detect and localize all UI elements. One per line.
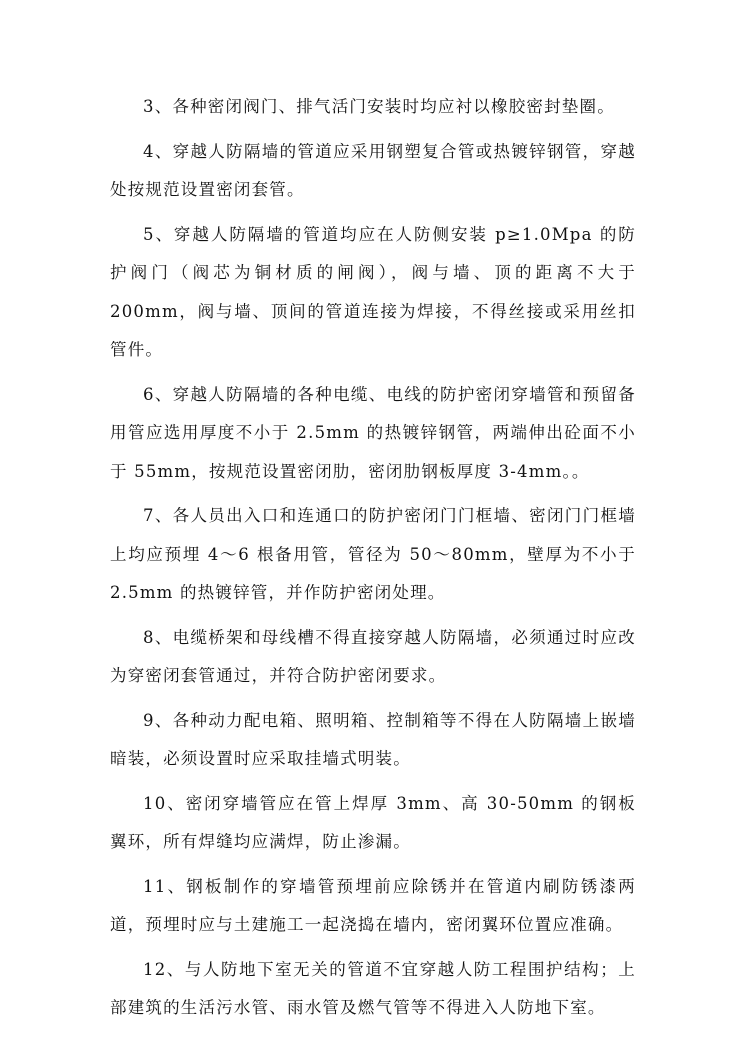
paragraph-10: 10、密闭穿墙管应在管上焊厚 3mm、高 30-50mm 的钢板翼环，所有焊缝均应满焊，防止渗漏。 xyxy=(110,793,636,851)
paragraph-4: 4、穿越人防隔墙的管道应采用钢塑复合管或热镀锌钢管，穿越处按规范设置密闭套管。 xyxy=(110,141,636,199)
paragraph-5: 5、穿越人防隔墙的管道均应在人防侧安装 p≥1.0Mpa 的防护阀门（阀芯为铜材质的闸阀），阀与墙、顶的距离不大于 200mm，阀与墙、顶间的管道连接为焊接，不得丝接或采用丝扣管件。 xyxy=(110,224,636,359)
paragraph-6: 6、穿越人防隔墙的各种电缆、电线的防护密闭穿墙管和预留备用管应选用厚度不小于 2.5mm 的热镀锌钢管，两端伸出砼面不小于 55mm，按规范设置密闭肋，密闭肋钢板厚度 3-4mm。。 xyxy=(110,384,636,481)
paragraph-11: 11、钢板制作的穿墙管预埋前应除锈并在管道内刷防锈漆两道，预埋时应与土建施工一起浇捣在墙内，密闭翼环位置应准确。 xyxy=(110,876,636,934)
paragraph-8: 8、电缆桥架和母线槽不得直接穿越人防隔墙，必须通过时应改为穿密闭套管通过，并符合防护密闭要求。 xyxy=(110,627,636,685)
document-body xyxy=(110,88,636,1034)
paragraph-7: 7、各人员出入口和连通口的防护密闭门门框墙、密闭门门框墙上均应预埋 4～6 根备用管，管径为 50～80mm，壁厚为不小于 2.5mm 的热镀锌管，并作防护密闭处理。 xyxy=(110,506,636,602)
paragraph-12: 12、与人防地下室无关的管道不宜穿越人防工程围护结构；上部建筑的生活污水管、雨水管及燃气管等不得进入人防地下室。 xyxy=(110,959,636,1017)
paragraph-9: 9、各种动力配电箱、照明箱、控制箱等不得在人防隔墙上嵌墙暗装，必须设置时应采取挂墙式明装。 xyxy=(110,710,636,768)
paragraph-3: 3、各种密闭阀门、排气活门安装时均应衬以橡胶密封垫圈。 xyxy=(143,97,615,116)
